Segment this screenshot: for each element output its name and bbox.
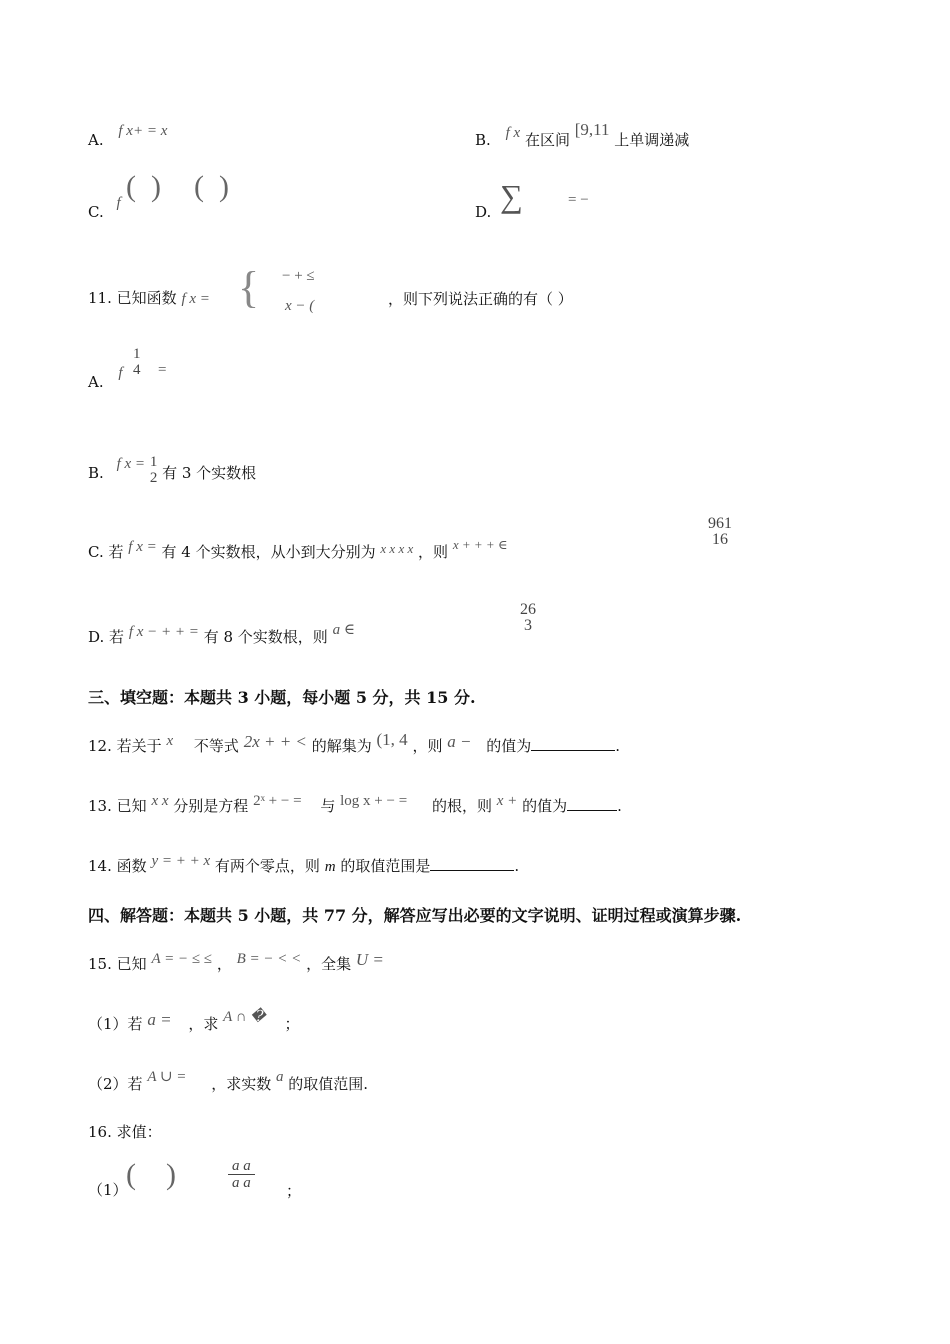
- text: 有 3 个实数根: [162, 464, 257, 482]
- text: .: [617, 797, 622, 815]
- option-label: C.: [88, 203, 104, 221]
- text: 与: [320, 797, 336, 815]
- math-expr: a =: [147, 1010, 172, 1029]
- math-expr: f x =: [116, 456, 146, 472]
- math-var: x: [166, 733, 174, 749]
- question-number: 11.: [88, 289, 112, 307]
- text: ；: [286, 1182, 302, 1200]
- math-expr: f x =: [181, 291, 210, 307]
- math-expr: x + + + ∈: [452, 537, 508, 552]
- text: 分别是方程: [173, 797, 249, 815]
- q11-option-d: [88, 622, 355, 648]
- fraction: 26 3: [520, 601, 536, 634]
- q15-part1: [88, 1009, 300, 1035]
- math-expr: A ∪ =: [147, 1069, 187, 1085]
- q10-option-a: [88, 123, 168, 151]
- text: 函数: [116, 857, 147, 875]
- q15: [88, 950, 384, 975]
- part-label: （1）: [88, 1181, 128, 1199]
- text: 不等式: [193, 737, 239, 755]
- math-expr: x x x x: [380, 541, 414, 556]
- paren-group-2: ( ): [194, 170, 229, 203]
- set-a: A = − ≤ ≤: [151, 951, 213, 967]
- q11-stem-suffix: ，则下列说法正确的有（ ）: [388, 290, 573, 308]
- text: ；: [284, 1015, 300, 1033]
- text: 上单调递减: [614, 131, 690, 149]
- math-expr: f x: [505, 125, 521, 141]
- text: ，则: [418, 543, 449, 561]
- question-number: 16.: [88, 1123, 112, 1141]
- text: ，全集: [306, 955, 352, 973]
- text: 已知: [116, 955, 147, 973]
- text: 若: [108, 543, 124, 561]
- math-expr: f: [118, 365, 123, 381]
- math-var: m: [324, 859, 336, 875]
- text: 有 8 个实数根，则: [203, 628, 328, 646]
- math-expr: f x+ = x: [118, 123, 168, 139]
- interval: [9,11: [574, 120, 610, 139]
- q10-option-c: [88, 195, 121, 223]
- text: 有 4 个实数根，从小到大分别为: [161, 543, 376, 561]
- math-expr: 2ˣ + − =: [253, 793, 302, 809]
- answer-blank[interactable]: [430, 856, 514, 871]
- math-expr: =: [158, 362, 167, 378]
- set-b: B = − < <: [236, 951, 302, 967]
- text: .: [615, 737, 621, 755]
- part-label: （1）若: [88, 1015, 143, 1033]
- section-heading-solve: 四、解答题：本题共 5 小题，共 77 分，解答应写出必要的文字说明、证明过程或演算步骤.: [88, 906, 742, 925]
- fraction: 961 16: [708, 515, 732, 548]
- text: 的解集为: [311, 737, 372, 755]
- text: ，求实数: [211, 1075, 272, 1093]
- question-number: 12.: [88, 737, 112, 755]
- q15-part2: [88, 1069, 369, 1095]
- text: 有两个零点，则: [214, 857, 320, 875]
- q11-option-a: [88, 365, 123, 393]
- text: ，: [216, 955, 232, 973]
- fraction: 1 2: [149, 454, 158, 486]
- q10-option-d: [475, 202, 491, 222]
- text: 的取值范围是: [340, 857, 431, 875]
- option-label: A.: [88, 373, 104, 391]
- math-expr: f x =: [128, 539, 157, 555]
- fraction: $\frac{\text{a a}}{\text{a a}}$: [228, 1158, 255, 1191]
- piece-2: x − (: [285, 298, 315, 314]
- option-label: B.: [475, 131, 491, 149]
- sum-symbol: ∑: [500, 178, 523, 214]
- text: 已知函数: [116, 289, 177, 307]
- piece-1: − + ≤: [282, 268, 315, 284]
- q11-stem: [88, 288, 210, 309]
- math-expr: A ∩ �: [223, 1009, 266, 1025]
- q14: [88, 853, 520, 877]
- option-label: A.: [88, 131, 104, 149]
- text: ，则: [412, 737, 443, 755]
- math-var: a: [276, 1069, 284, 1085]
- question-number: 14.: [88, 857, 112, 875]
- brace-icon: {: [238, 263, 260, 312]
- option-label: C.: [88, 543, 104, 561]
- text: 已知: [116, 797, 147, 815]
- math-expr: a ∈: [332, 622, 355, 638]
- math-expr: y = + + x: [151, 853, 211, 869]
- option-label: D.: [475, 203, 492, 221]
- math-expr: log x + − =: [340, 793, 408, 809]
- question-number: 13.: [88, 797, 112, 815]
- text: .: [514, 857, 520, 875]
- paren-group-1: ( ): [126, 170, 161, 203]
- math-expr: f x − + + =: [128, 624, 199, 640]
- q16: [88, 1122, 162, 1142]
- interval: (1, 4: [376, 730, 408, 749]
- text: 的根，则: [431, 797, 492, 815]
- text: 若关于: [116, 737, 162, 755]
- q13: [88, 793, 622, 817]
- math-var: x x: [151, 793, 169, 809]
- math-expr: a −: [447, 732, 472, 751]
- answer-blank[interactable]: [567, 796, 617, 811]
- answer-blank[interactable]: [531, 736, 615, 751]
- part-label: （2）若: [88, 1075, 143, 1093]
- text: 在区间: [524, 131, 570, 149]
- q11-option-c: [88, 537, 508, 563]
- option-label: D.: [88, 628, 105, 646]
- q12: [88, 730, 621, 757]
- fraction: 1 4: [133, 346, 141, 378]
- question-number: 15.: [88, 955, 112, 973]
- text: 的值为: [522, 797, 568, 815]
- paren-group-3: ( ): [126, 1158, 176, 1191]
- text: 求值：: [116, 1123, 162, 1141]
- option-label: B.: [88, 464, 104, 482]
- q11-option-b: [88, 454, 257, 490]
- math-expr: = −: [568, 192, 589, 208]
- section-heading-fill-in: 三、填空题：本题共 3 小题，每小题 5 分，共 15 分.: [88, 688, 476, 707]
- universal-set: U =: [355, 950, 384, 969]
- math-expr: 2x + + <: [243, 732, 307, 751]
- text: 若: [109, 628, 125, 646]
- math-expr: f: [116, 195, 121, 211]
- q16-part1: [88, 1180, 128, 1200]
- math-expr: x +: [496, 793, 518, 809]
- text: 的值为: [486, 737, 532, 755]
- text: ，求: [188, 1015, 219, 1033]
- text: 的取值范围.: [288, 1075, 369, 1093]
- q10-option-b: [475, 120, 690, 151]
